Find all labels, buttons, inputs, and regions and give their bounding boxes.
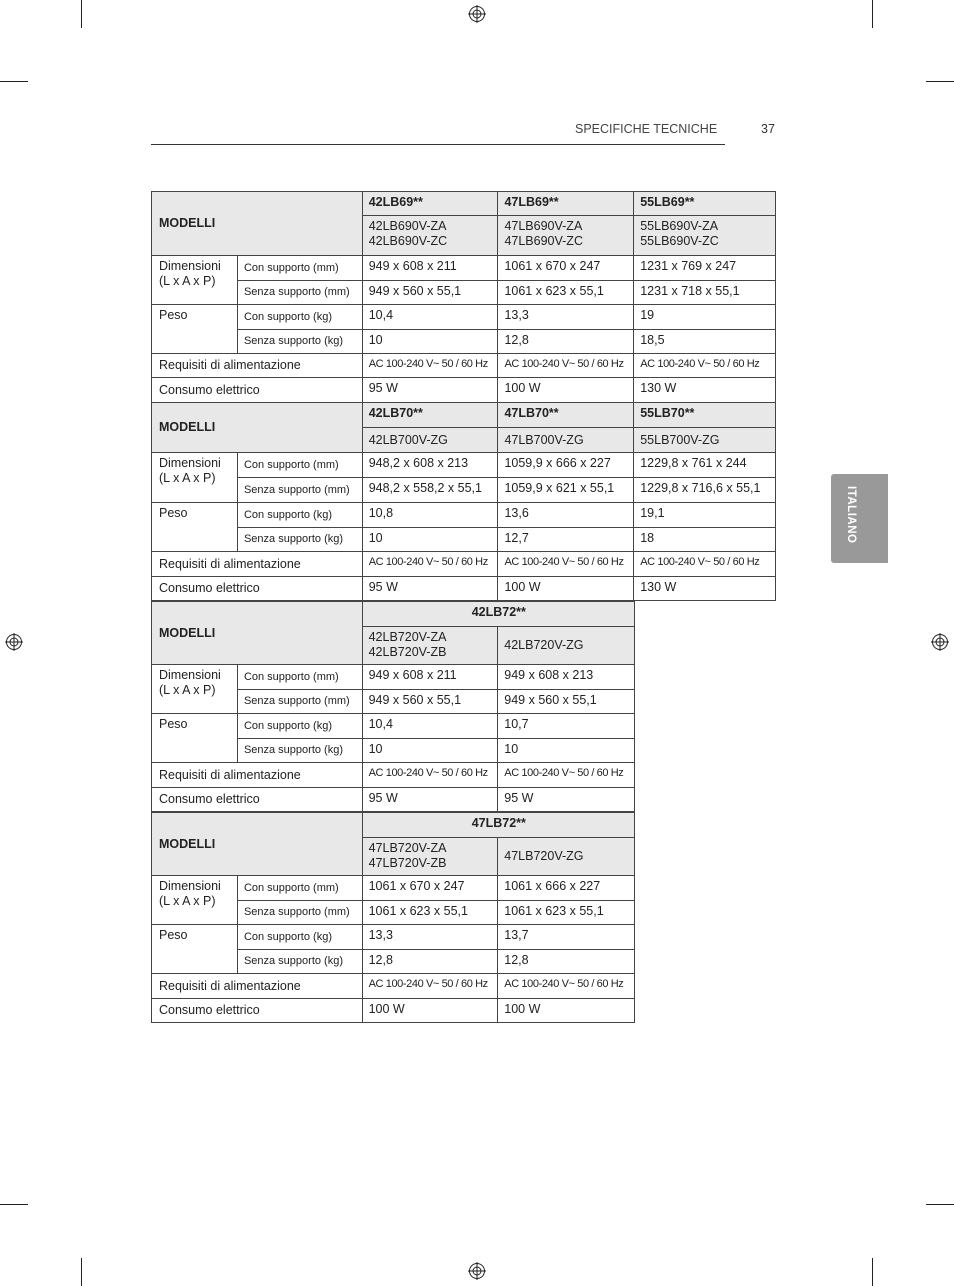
table-cell: 18,5 xyxy=(634,330,776,354)
without-stand-mm-label: Senza supporto (mm) xyxy=(237,690,362,714)
registration-mark-icon xyxy=(468,1262,486,1280)
table-cell: 10,4 xyxy=(362,714,498,739)
table-cell: 95 W xyxy=(362,378,498,403)
model-codes: 42LB720V-ZA 42LB720V-ZB xyxy=(362,627,498,665)
table-cell: 1061 x 623 x 55,1 xyxy=(362,901,498,925)
with-stand-mm-label: Con supporto (mm) xyxy=(237,256,362,281)
models-header: MODELLI xyxy=(152,813,363,876)
dimensions-label: Dimensioni (L x A x P) xyxy=(152,256,238,305)
table-cell: 949 x 608 x 211 xyxy=(362,665,498,690)
table-cell: AC 100-240 V~ 50 / 60 Hz xyxy=(498,354,634,378)
power-consumption-label: Consumo elettrico xyxy=(152,577,363,601)
table-cell: 1061 x 623 x 55,1 xyxy=(498,901,635,925)
table-cell: AC 100-240 V~ 50 / 60 Hz xyxy=(634,354,776,378)
table-cell: 100 W xyxy=(498,577,634,601)
model-codes: 47LB690V-ZA 47LB690V-ZC xyxy=(498,216,634,256)
power-requirements-label: Requisiti di alimentazione xyxy=(152,974,363,999)
table-cell: AC 100-240 V~ 50 / 60 Hz xyxy=(634,552,776,577)
table-cell: 13,3 xyxy=(498,305,634,330)
table-cell: 100 W xyxy=(362,999,498,1023)
table-cell: AC 100-240 V~ 50 / 60 Hz xyxy=(498,552,634,577)
registration-mark-icon xyxy=(468,5,486,23)
spec-table-lb70 xyxy=(151,402,776,601)
crop-mark xyxy=(81,1258,82,1286)
weight-label: Peso xyxy=(152,925,238,974)
spec-table-42lb72 xyxy=(151,601,635,812)
model-codes: 47LB720V-ZG xyxy=(498,838,635,876)
table-cell: 95 W xyxy=(362,788,498,812)
weight-label: Peso xyxy=(152,714,238,763)
crop-mark xyxy=(0,81,28,82)
crop-mark xyxy=(926,1204,954,1205)
power-consumption-label: Consumo elettrico xyxy=(152,999,363,1023)
crop-mark xyxy=(0,1204,28,1205)
weight-label: Peso xyxy=(152,503,238,552)
table-cell: 100 W xyxy=(498,378,634,403)
table-cell: 10,7 xyxy=(498,714,635,739)
dimensions-label: Dimensioni (L x A x P) xyxy=(152,453,238,503)
table-cell: 949 x 560 x 55,1 xyxy=(362,690,498,714)
model-codes: 47LB720V-ZA 47LB720V-ZB xyxy=(362,838,498,876)
header-divider xyxy=(151,144,725,145)
table-cell: 130 W xyxy=(634,378,776,403)
without-stand-kg-label: Senza supporto (kg) xyxy=(237,330,362,354)
with-stand-kg-label: Con supporto (kg) xyxy=(237,714,362,739)
model-codes: 55LB700V-ZG xyxy=(634,428,776,453)
registration-mark-icon xyxy=(5,633,23,651)
table-cell: 12,8 xyxy=(498,330,634,354)
series-name: 47LB70** xyxy=(498,403,634,428)
table-cell: 1231 x 718 x 55,1 xyxy=(634,281,776,305)
table-cell: 130 W xyxy=(634,577,776,601)
without-stand-kg-label: Senza supporto (kg) xyxy=(237,739,362,763)
dimensions-label: Dimensioni (L x A x P) xyxy=(152,876,238,925)
model-codes: 47LB700V-ZG xyxy=(498,428,634,453)
table-cell: 10 xyxy=(498,739,635,763)
without-stand-kg-label: Senza supporto (kg) xyxy=(237,950,362,974)
power-requirements-label: Requisiti di alimentazione xyxy=(152,763,363,788)
table-cell: 19 xyxy=(634,305,776,330)
table-cell: 949 x 608 x 213 xyxy=(498,665,635,690)
table-cell: 19,1 xyxy=(634,503,776,528)
table-cell: 13,7 xyxy=(498,925,635,950)
crop-mark xyxy=(926,81,954,82)
table-cell: 1061 x 666 x 227 xyxy=(498,876,635,901)
models-header: MODELLI xyxy=(152,602,363,665)
without-stand-mm-label: Senza supporto (mm) xyxy=(237,478,362,503)
without-stand-mm-label: Senza supporto (mm) xyxy=(237,901,362,925)
power-requirements-label: Requisiti di alimentazione xyxy=(152,354,363,378)
series-name: 47LB72** xyxy=(362,813,634,838)
table-cell: AC 100-240 V~ 50 / 60 Hz xyxy=(362,974,498,999)
crop-mark xyxy=(81,0,82,28)
table-cell: 100 W xyxy=(498,999,635,1023)
model-codes: 42LB720V-ZG xyxy=(498,627,635,665)
spec-table-lb69 xyxy=(151,191,776,403)
with-stand-mm-label: Con supporto (mm) xyxy=(237,665,362,690)
section-title: SPECIFICHE TECNICHE xyxy=(575,122,718,136)
series-name: 47LB69** xyxy=(498,192,634,216)
table-cell: 949 x 608 x 211 xyxy=(362,256,498,281)
table-cell: 10,8 xyxy=(362,503,498,528)
dimensions-label: Dimensioni (L x A x P) xyxy=(152,665,238,714)
table-cell: 949 x 560 x 55,1 xyxy=(498,690,635,714)
language-tab xyxy=(831,474,888,563)
series-name: 42LB72** xyxy=(362,602,634,627)
with-stand-mm-label: Con supporto (mm) xyxy=(237,876,362,901)
table-cell: 949 x 560 x 55,1 xyxy=(362,281,498,305)
with-stand-kg-label: Con supporto (kg) xyxy=(237,925,362,950)
language-tab-label: ITALIANO xyxy=(845,486,857,544)
table-cell: 1061 x 670 x 247 xyxy=(362,876,498,901)
crop-mark xyxy=(872,1258,873,1286)
table-cell: 1231 x 769 x 247 xyxy=(634,256,776,281)
table-cell: 948,2 x 608 x 213 xyxy=(362,453,498,478)
series-name: 55LB69** xyxy=(634,192,776,216)
table-cell: 10 xyxy=(362,739,498,763)
table-cell: 1061 x 670 x 247 xyxy=(498,256,634,281)
model-codes: 42LB690V-ZA 42LB690V-ZC xyxy=(362,216,498,256)
series-name: 42LB69** xyxy=(362,192,498,216)
table-cell: AC 100-240 V~ 50 / 60 Hz xyxy=(498,763,635,788)
models-header: MODELLI xyxy=(152,192,363,256)
table-cell: 95 W xyxy=(498,788,635,812)
series-name: 42LB70** xyxy=(362,403,498,428)
model-codes: 55LB690V-ZA 55LB690V-ZC xyxy=(634,216,776,256)
model-codes: 42LB700V-ZG xyxy=(362,428,498,453)
table-cell: 1059,9 x 621 x 55,1 xyxy=(498,478,634,503)
spec-table-47lb72 xyxy=(151,812,635,1023)
power-consumption-label: Consumo elettrico xyxy=(152,788,363,812)
table-cell: 12,8 xyxy=(362,950,498,974)
table-cell: 1059,9 x 666 x 227 xyxy=(498,453,634,478)
without-stand-kg-label: Senza supporto (kg) xyxy=(237,528,362,552)
registration-mark-icon xyxy=(931,633,949,651)
power-consumption-label: Consumo elettrico xyxy=(152,378,363,403)
table-cell: 18 xyxy=(634,528,776,552)
table-cell: 1229,8 x 716,6 x 55,1 xyxy=(634,478,776,503)
table-cell: 13,6 xyxy=(498,503,634,528)
table-cell: AC 100-240 V~ 50 / 60 Hz xyxy=(362,763,498,788)
without-stand-mm-label: Senza supporto (mm) xyxy=(237,281,362,305)
table-cell: 13,3 xyxy=(362,925,498,950)
models-header: MODELLI xyxy=(152,403,363,453)
crop-mark xyxy=(872,0,873,28)
table-cell: 10 xyxy=(362,330,498,354)
table-cell: 1061 x 623 x 55,1 xyxy=(498,281,634,305)
with-stand-mm-label: Con supporto (mm) xyxy=(237,453,362,478)
table-cell: 10,4 xyxy=(362,305,498,330)
series-name: 55LB70** xyxy=(634,403,776,428)
table-cell: 95 W xyxy=(362,577,498,601)
table-cell: 12,8 xyxy=(498,950,635,974)
table-cell: 948,2 x 558,2 x 55,1 xyxy=(362,478,498,503)
table-cell: 1229,8 x 761 x 244 xyxy=(634,453,776,478)
weight-label: Peso xyxy=(152,305,238,354)
power-requirements-label: Requisiti di alimentazione xyxy=(152,552,363,577)
table-cell: 10 xyxy=(362,528,498,552)
table-cell: AC 100-240 V~ 50 / 60 Hz xyxy=(362,354,498,378)
with-stand-kg-label: Con supporto (kg) xyxy=(237,305,362,330)
with-stand-kg-label: Con supporto (kg) xyxy=(237,503,362,528)
table-cell: AC 100-240 V~ 50 / 60 Hz xyxy=(498,974,635,999)
table-cell: 12,7 xyxy=(498,528,634,552)
page-number: 37 xyxy=(761,122,775,136)
table-cell: AC 100-240 V~ 50 / 60 Hz xyxy=(362,552,498,577)
